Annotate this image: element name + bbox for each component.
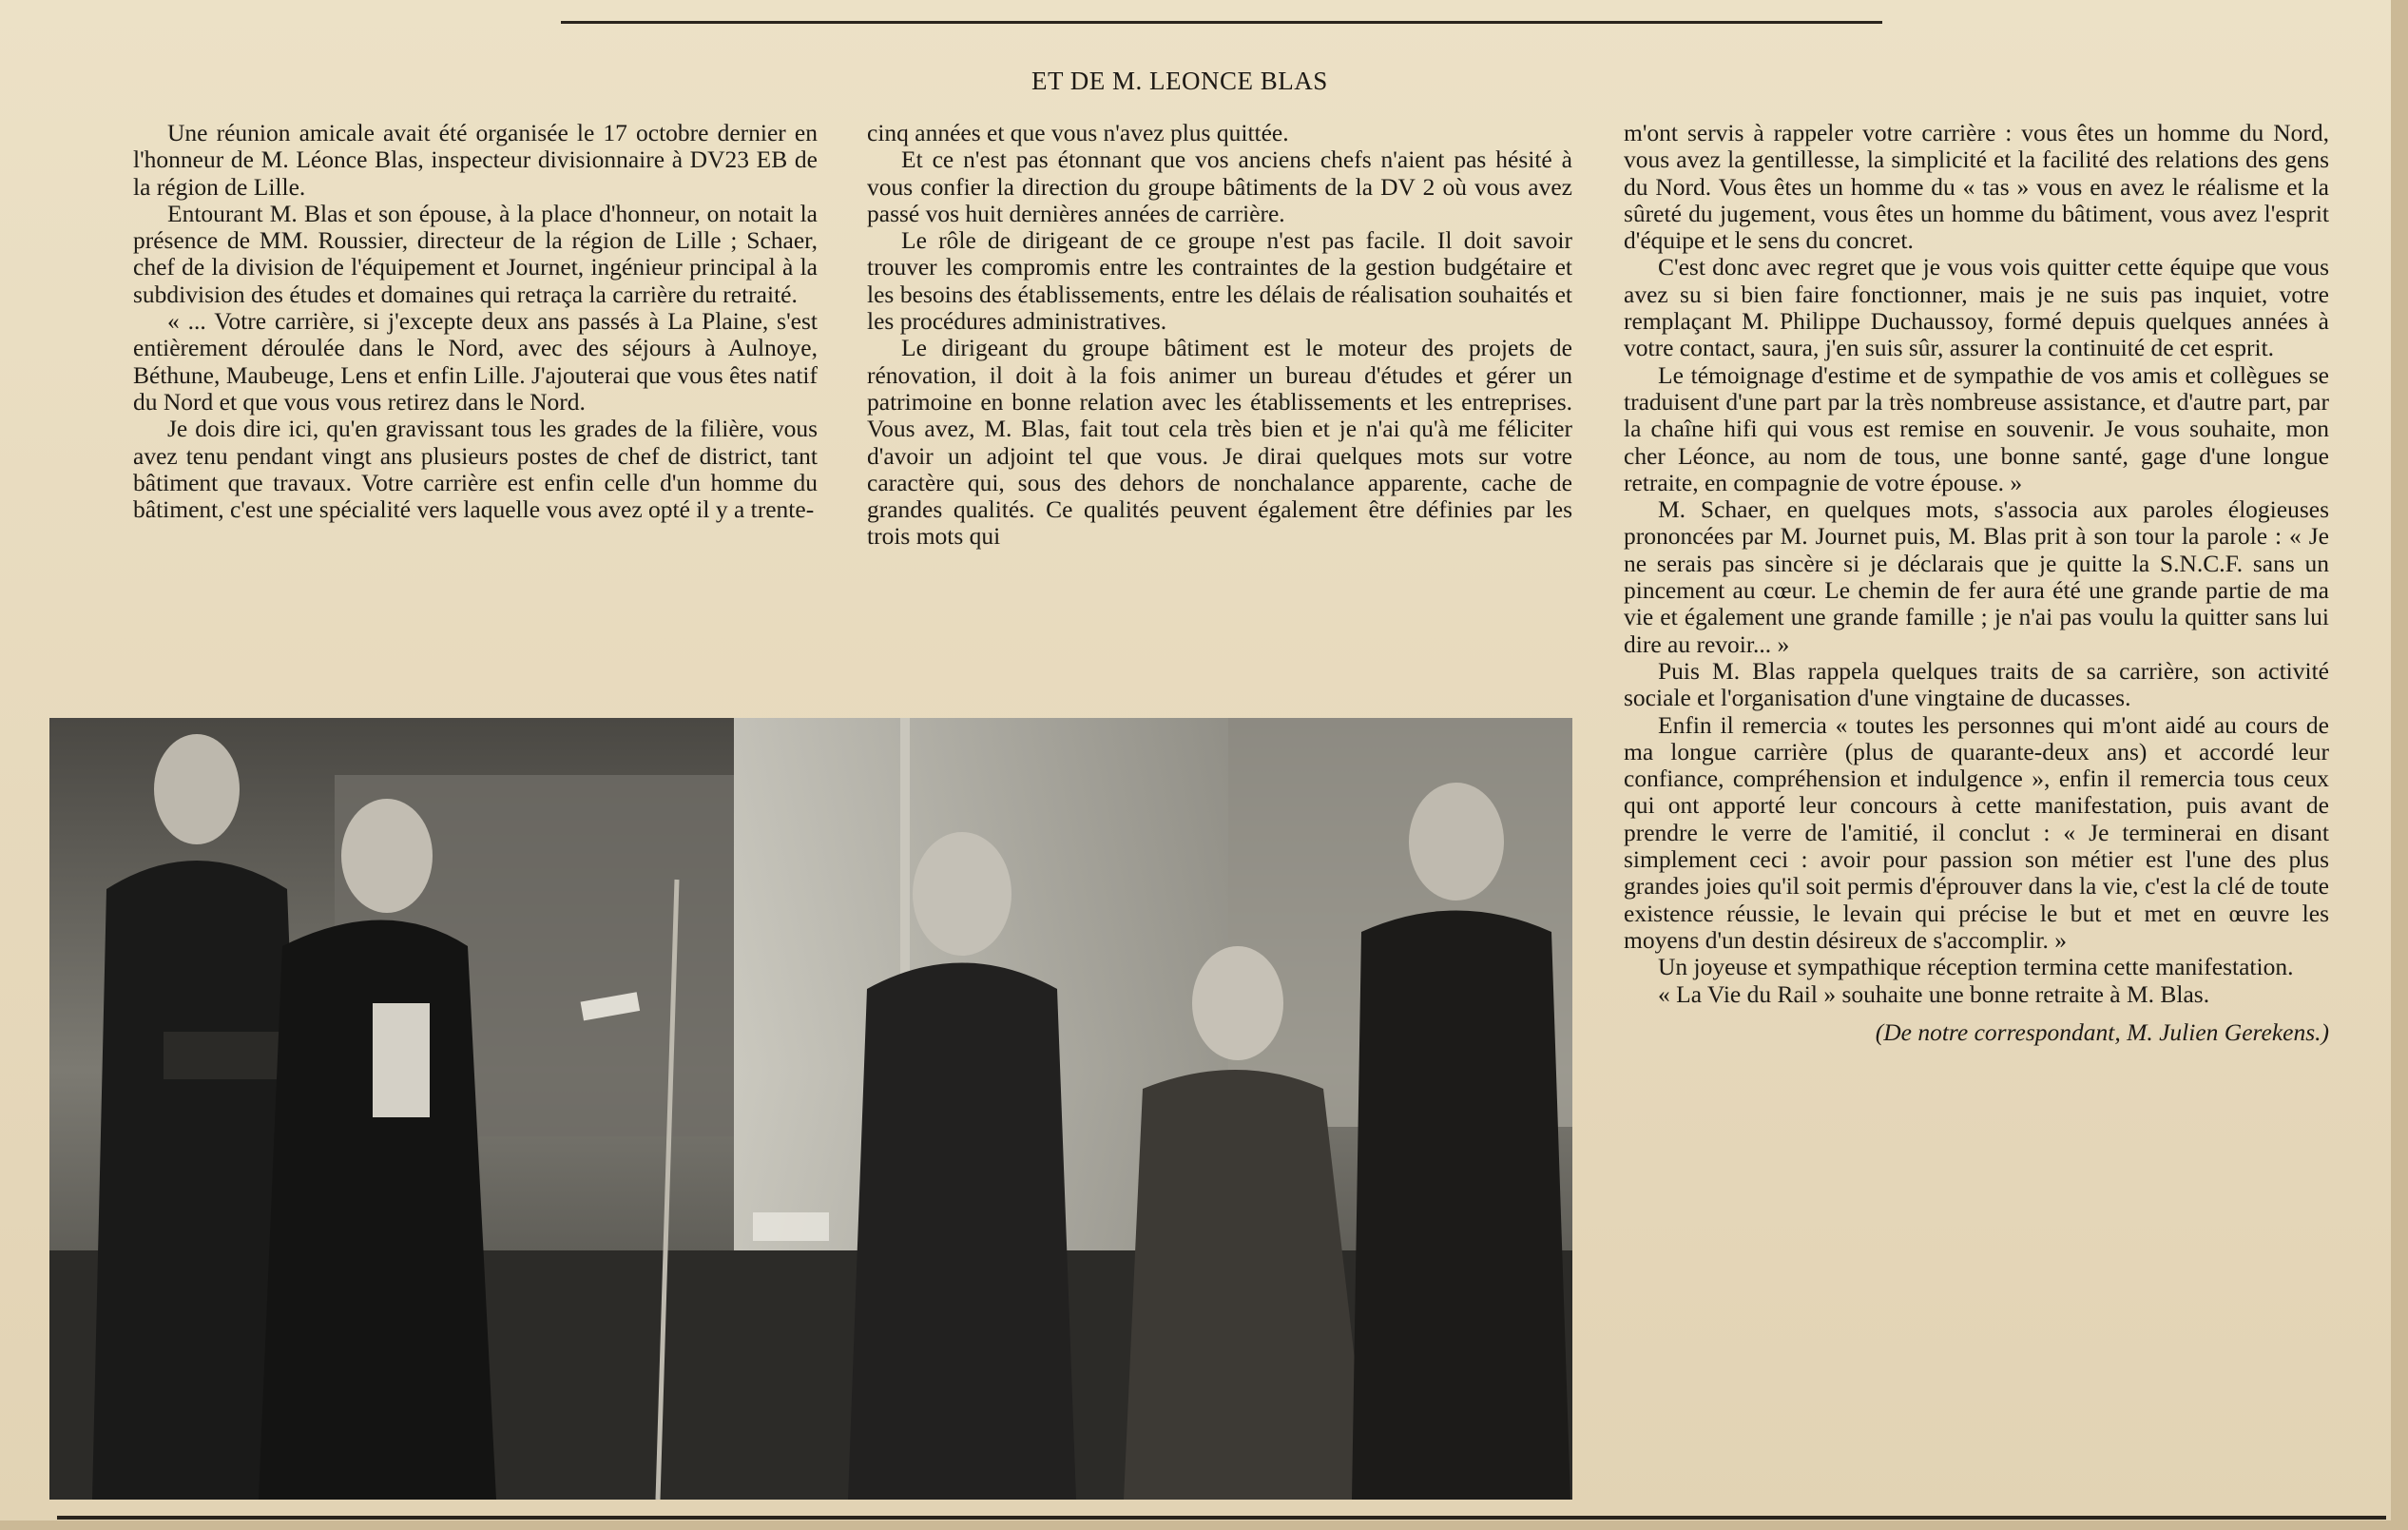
paragraph: Le rôle de dirigeant de ce groupe n'est pas facile. Il doit savoir trouver les compromis entre les contraintes de la gestion budgétaire et les besoins des établissements, entre les délais de réalisation souhaités et les procédures administratives. — [867, 226, 1572, 336]
paragraph: Le témoignage d'estime et de sympathie de vos amis et collègues se traduisent d'une part par la très nombreuse assistance, et d'autre part, par la chaîne hifi qui vous est remise en souvenir. Je vous souhaite, mon cher Léonce, au nom de tous, une bonne santé, gage d'une longue retraite, en compagnie de votre épouse. » — [1624, 360, 2329, 496]
page-edge-bottom — [0, 1520, 2408, 1530]
paragraph: Puis M. Blas rappela quelques traits de sa carrière, son activité sociale et l'organisation d'une vingtaine de ducasses. — [1624, 656, 2329, 712]
paragraph: Le dirigeant du groupe bâtiment est le moteur des projets de rénovation, il doit à la fois animer un bureau d'études et gérer un patrimoine en bonne relation avec les établissements et les entreprises. Vous avez, M. Blas, fait tout cela très bien et je n'ai qu'à me féliciter d'avoir un adjoint tel que vous. Je dirai quelques mots sur votre caractère qui, sous des dehors de nonchalance apparente, cache de grandes qualités. Ce qualités peuvent également être définies par les trois mots qui — [867, 334, 1572, 551]
paragraph: « ... Votre carrière, si j'excepte deux ans passés à La Plaine, s'est entièrement déroulée dans le Nord, avec des séjours à Aulnoye, Béthune, Maubeuge, Lens et enfin Lille. J'ajouterai que vous êtes natif du Nord et que vous vous retirez dans le Nord. — [133, 307, 818, 416]
paragraph: m'ont servis à rappeler votre carrière : vous êtes un homme du Nord, vous avez la gentillesse, la simplicité et la facilité des relations des gens du Nord. Vous êtes un homme du « tas » vous en avez le réalisme et la sûreté du jugement, vous êtes un homme du bâtiment, vous avez l'esprit d'équipe et le sens du concret. — [1624, 119, 2329, 255]
paragraph: « La Vie du Rail » souhaite une bonne retraite à M. Blas. — [1658, 979, 2210, 1008]
column-2 — [867, 120, 1572, 551]
paragraph: Un joyeuse et sympathique réception termina cette manifestation. — [1658, 953, 2294, 981]
article-signature: (De notre correspondant, M. Julien Gerekens.) — [1875, 1017, 2329, 1046]
column-3 — [1624, 120, 2329, 1046]
paragraph: Je dois dire ici, qu'en gravissant tous les grades de la filière, vous avez tenu pendant vingt ans plusieurs postes de chef de district, tant bâtiment que travaux. Votre carrière est enfin celle d'un homme du bâtiment, c'est une spécialité vers laquelle vous avez opté il y a trente- — [133, 415, 818, 524]
column-1 — [133, 120, 818, 523]
paragraph: Et ce n'est pas étonnant que vos anciens chefs n'aient pas hésité à vous confier la direction du groupe bâtiments de la DV 2 où vous avez passé vos huit dernières années de carrière. — [867, 145, 1572, 227]
top-rule — [561, 21, 1882, 24]
article-headline: ET DE M. LEONCE BLAS — [1031, 67, 1328, 95]
article-photo — [49, 718, 1572, 1500]
photo-illustration — [49, 718, 1572, 1500]
paragraph: cinq années et que vous n'avez plus quittée. — [867, 119, 1289, 146]
bottom-rule — [57, 1516, 2386, 1520]
paragraph: Enfin il remercia « toutes les personnes qui m'ont aidé au cours de ma longue carrière (plus de quarante-deux ans) et accordé leur confiance, compréhension et indulgence », enfin il remercia tous ceux qui ont apporté leur concours à cette manifestation, puis avant de prendre le verre de l'amitié, il conclut : « Je terminerai en disant simplement ceci : avoir pour passion son métier est l'une des plus grandes joies qu'il soit permis d'éprouver dans la vie, c'est la clé de toute existence réussie, le levain qui précise le but et met en œuvre les moyens d'un destin désireux de s'accomplir. » — [1624, 710, 2329, 954]
paragraph: Entourant M. Blas et son épouse, à la place d'honneur, on notait la présence de MM. Roussier, directeur de la région de Lille ; Schaer, chef de la division de l'équipement et Journet, ingénieur principal à la subdivision des études et domaines qui retraça la carrière du retraité. — [133, 199, 818, 308]
paragraph: M. Schaer, en quelques mots, s'associa aux paroles élogieuses prononcées par M. Journet puis, M. Blas prit à son tour la parole : « Je ne serais pas sincère si je déclarais que je quitte la S.N.C.F. sans un pincement au cœur. Le chemin de fer aura été une grande partie de ma vie et également une grande famille ; je n'ai pas voulu la quitter sans lui dire au revoir... » — [1624, 495, 2329, 658]
paragraph: Une réunion amicale avait été organisée le 17 octobre dernier en l'honneur de M. Léonce Blas, inspecteur divisionnaire à DV23 EB de la région de Lille. — [133, 119, 818, 201]
page-edge-right — [2391, 0, 2408, 1530]
paragraph: C'est donc avec regret que je vous vois quitter cette équipe que vous avez su si bien faire fonctionner, mais je ne suis pas inquiet, votre remplaçant M. Philippe Duchaussoy, formé depuis quelques années à votre contact, saura, j'en suis sûr, assurer la continuité de cet esprit. — [1624, 253, 2329, 362]
